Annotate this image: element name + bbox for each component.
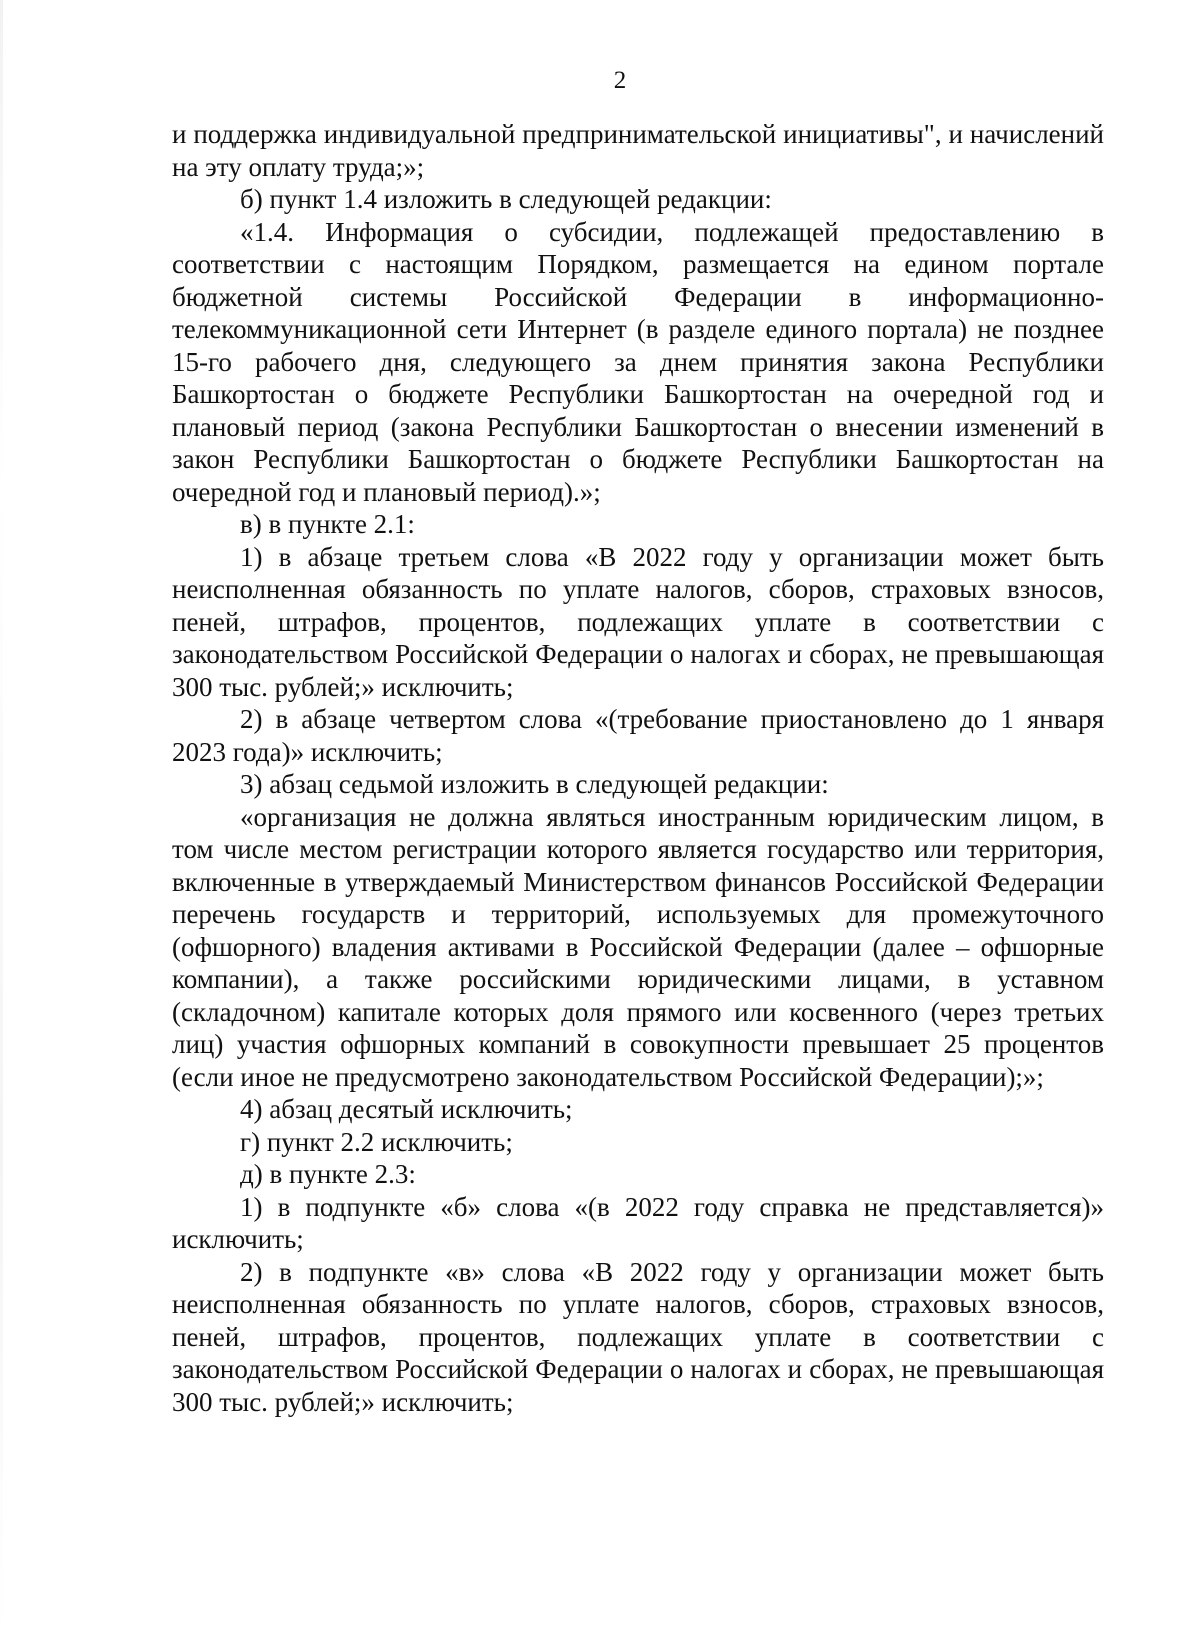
paragraph: 1) в абзаце третьем слова «В 2022 году у организации может быть неисполненная обязанность по уплате налогов, сборов, страховых взносов, пеней, штрафов, процентов, подлежащих уплате в соответствии с законодательством Российской Федерации о налогах и сборах, не превышающая 300 тыс. рублей;» исключить; bbox=[172, 541, 1104, 702]
paragraph: г) пункт 2.2 исключить; bbox=[240, 1126, 513, 1157]
paragraph: 1) в подпункте «б» слова «(в 2022 году справка не представляется)» исключить; bbox=[172, 1191, 1104, 1254]
paragraph: 2) в подпункте «в» слова «В 2022 году у организации может быть неисполненная обязанность по уплате налогов, сборов, страховых взносов, пеней, штрафов, процентов, подлежащих уплате в соответствии с законодательством Российской Федерации о налогах и сборах, не превышающая 300 тыс. рублей;» исключить; bbox=[172, 1256, 1104, 1417]
paragraph: 3) абзац седьмой изложить в следующей редакции: bbox=[240, 769, 829, 799]
paragraph: 4) абзац десятый исключить; bbox=[240, 1094, 573, 1124]
paragraph: 2) в абзаце четвертом слова «(требование приостановлено до 1 января 2023 года)» исключить; bbox=[172, 704, 1104, 767]
page-number: 2 bbox=[613, 67, 627, 94]
paragraph: «1.4. Информация о субсидии, подлежащей предоставлению в соответствии с настоящим Порядком, размещается на едином портале бюджетной системы Российской Федерации в информационно-телекоммуникационной сети Интернет (в разделе единого портала) не позднее 15-го рабочего дня, следующего за днем принятия закона Республики Башкортостан о бюджете Республики Башкортостан на очередной год и плановый период (закона Республики Башкортостан о внесении изменений в закон Республики Башкортостан о бюджете Республики Башкортостан на очередной год и плановый период).»; bbox=[172, 216, 1104, 507]
scan-edge-shadow bbox=[0, 0, 3, 1636]
paragraph: и поддержка индивидуальной предпринимательской инициативы", и начислений на эту оплату труда;»; bbox=[172, 119, 1104, 182]
paragraph: б) пункт 1.4 изложить в следующей редакции: bbox=[240, 184, 772, 214]
document-body bbox=[172, 118, 1104, 1418]
paragraph: «организация не должна являться иностранным юридическим лицом, в том числе местом регистрации которого является государство или территория, включенные в утверждаемый Министерством финансов Российской Федерации перечень государств и территорий, используемых для промежуточного (офшорного) владения активами в Российской Федерации (далее – офшорные компании), а также российскими юридическими лицами, в уставном (складочном) капитале которых доля прямого или косвенного (через третьих лиц) участия офшорных компаний в совокупности превышает 25 процентов (если иное не предусмотрено законодательством Российской Федерации);»; bbox=[172, 801, 1104, 1092]
paragraph: в) в пункте 2.1: bbox=[240, 509, 415, 539]
paragraph: д) в пункте 2.3: bbox=[240, 1159, 416, 1189]
